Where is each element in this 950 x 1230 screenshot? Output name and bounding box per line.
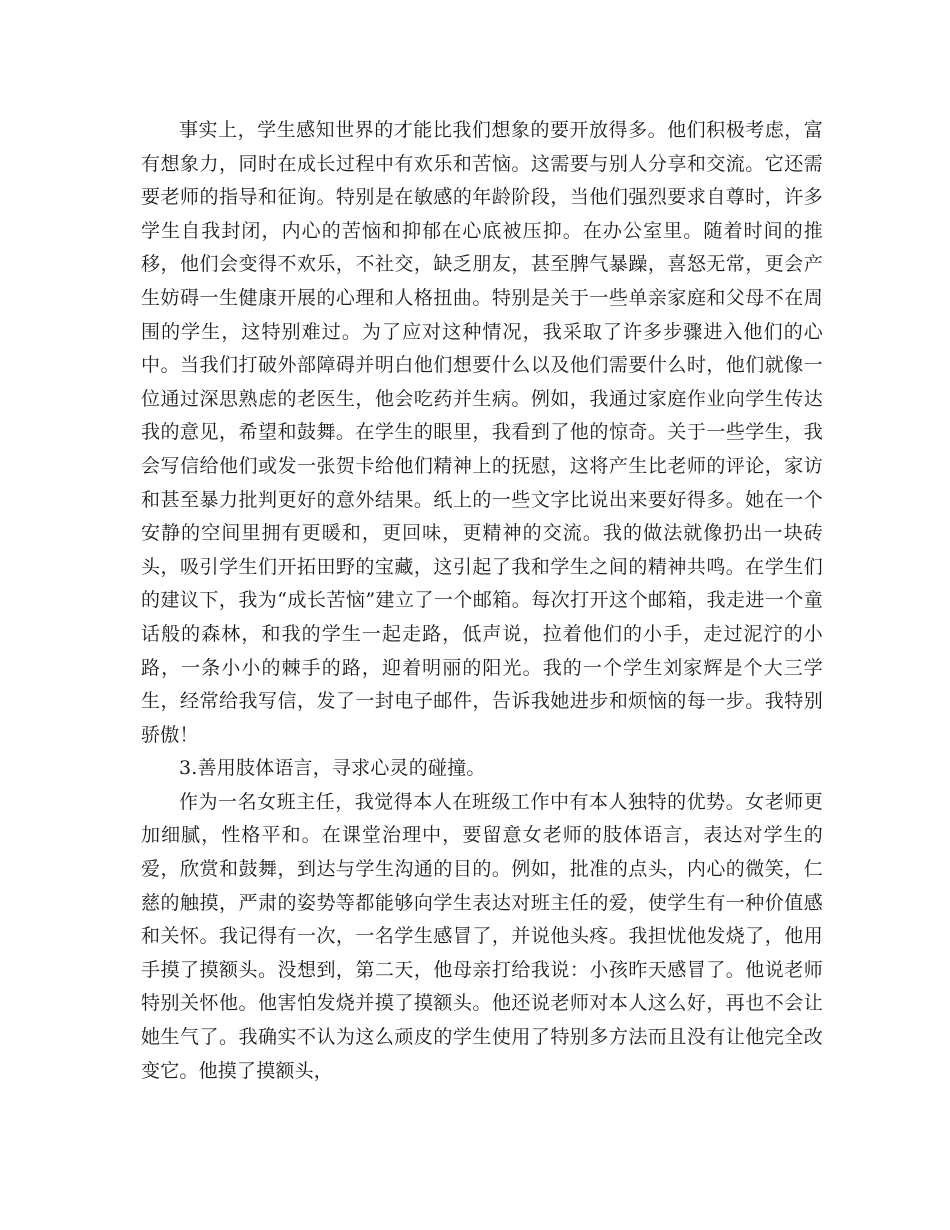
paragraph-female-teacher: 作为一名女班主任，我觉得本人在班级工作中有本人独特的优势。女老师更加细腻，性格平和。在课堂治理中，要留意女老师的肢体语言，表达对学生的爱，欣赏和鼓舞，到达与学生沟通的目的。例如，批准的点头，内心的微笑，仁慈的触摸，严肃的姿势等都能够向学生表达对班主任的爱，使学生有一种价值感和关怀。我记得有一次，一名学生感冒了，并说他头疼。我担忧他发烧了，他用手摸了摸额头。没想到，第二天，他母亲打给我说：小孩昨天感冒了。他说老师特别关怀他。他害怕发烧并摸了摸额头。他还说老师对本人这么好，再也不会让她生气了。我确实不认为这么顽皮的学生使用了特别多方法而且没有让他完全改变它。他摸了摸额头， [141, 790, 823, 1082]
paragraph-growth-troubles: 事实上，学生感知世界的才能比我们想象的要开放得多。他们积极考虑，富有想象力，同时在成长过程中有欢乐和苦恼。这需要与别人分享和交流。它还需要老师的指导和征询。特别是在敏感的年龄阶段，当他们强烈要求自尊时，许多学生自我封闭，内心的苦恼和抑郁在心底被压抑。在办公室里。随着时间的推移，他们会变得不欢乐，不社交，缺乏朋友，甚至脾气暴躁，喜怒无常，更会产生妨碍一生健康开展的心理和人格扭曲。特别是关于一些单亲家庭和父母不在周围的学生，这特别难过。为了应对这种情况，我采取了许多步骤进入他们的心中。当我们打破外部障碍并明白他们想要什么以及他们需要什么时，他们就像一位通过深思熟虑的老医生，他会吃药并生病。例如，我通过家庭作业向学生传达我的意见，希望和鼓舞。在学生的眼里，我看到了他的惊奇。关于一些学生，我会写信给他们或发一张贺卡给他们精神上的抚慰，这将产生比老师的评论，家访和甚至暴力批判更好的意外结果。纸上的一些文字比说出来要好得多。她在一个安静的空间里拥有更暖和，更回味，更精神的交流。我的做法就像扔出一块砖头，吸引学生们开拓田野的宝藏，这引起了我和学生之间的精神共鸣。在学生们的建议下，我为“成长苦恼”建立了一个邮箱。每次打开这个邮箱，我走进一个童话般的森林，和我的学生一起走路，低声说，拉着他们的小手，走过泥泞的小路，一条小小的棘手的路，迎着明丽的阳光。我的一个学生刘家辉是个大三学生，经常给我写信，发了一封电子邮件，告诉我她进步和烦恼的每一步。我特别骄傲！ [141, 119, 823, 746]
section-heading-body-language: 3.善用肢体语言，寻求心灵的碰撞。 [179, 757, 486, 780]
document-body [141, 114, 823, 1088]
